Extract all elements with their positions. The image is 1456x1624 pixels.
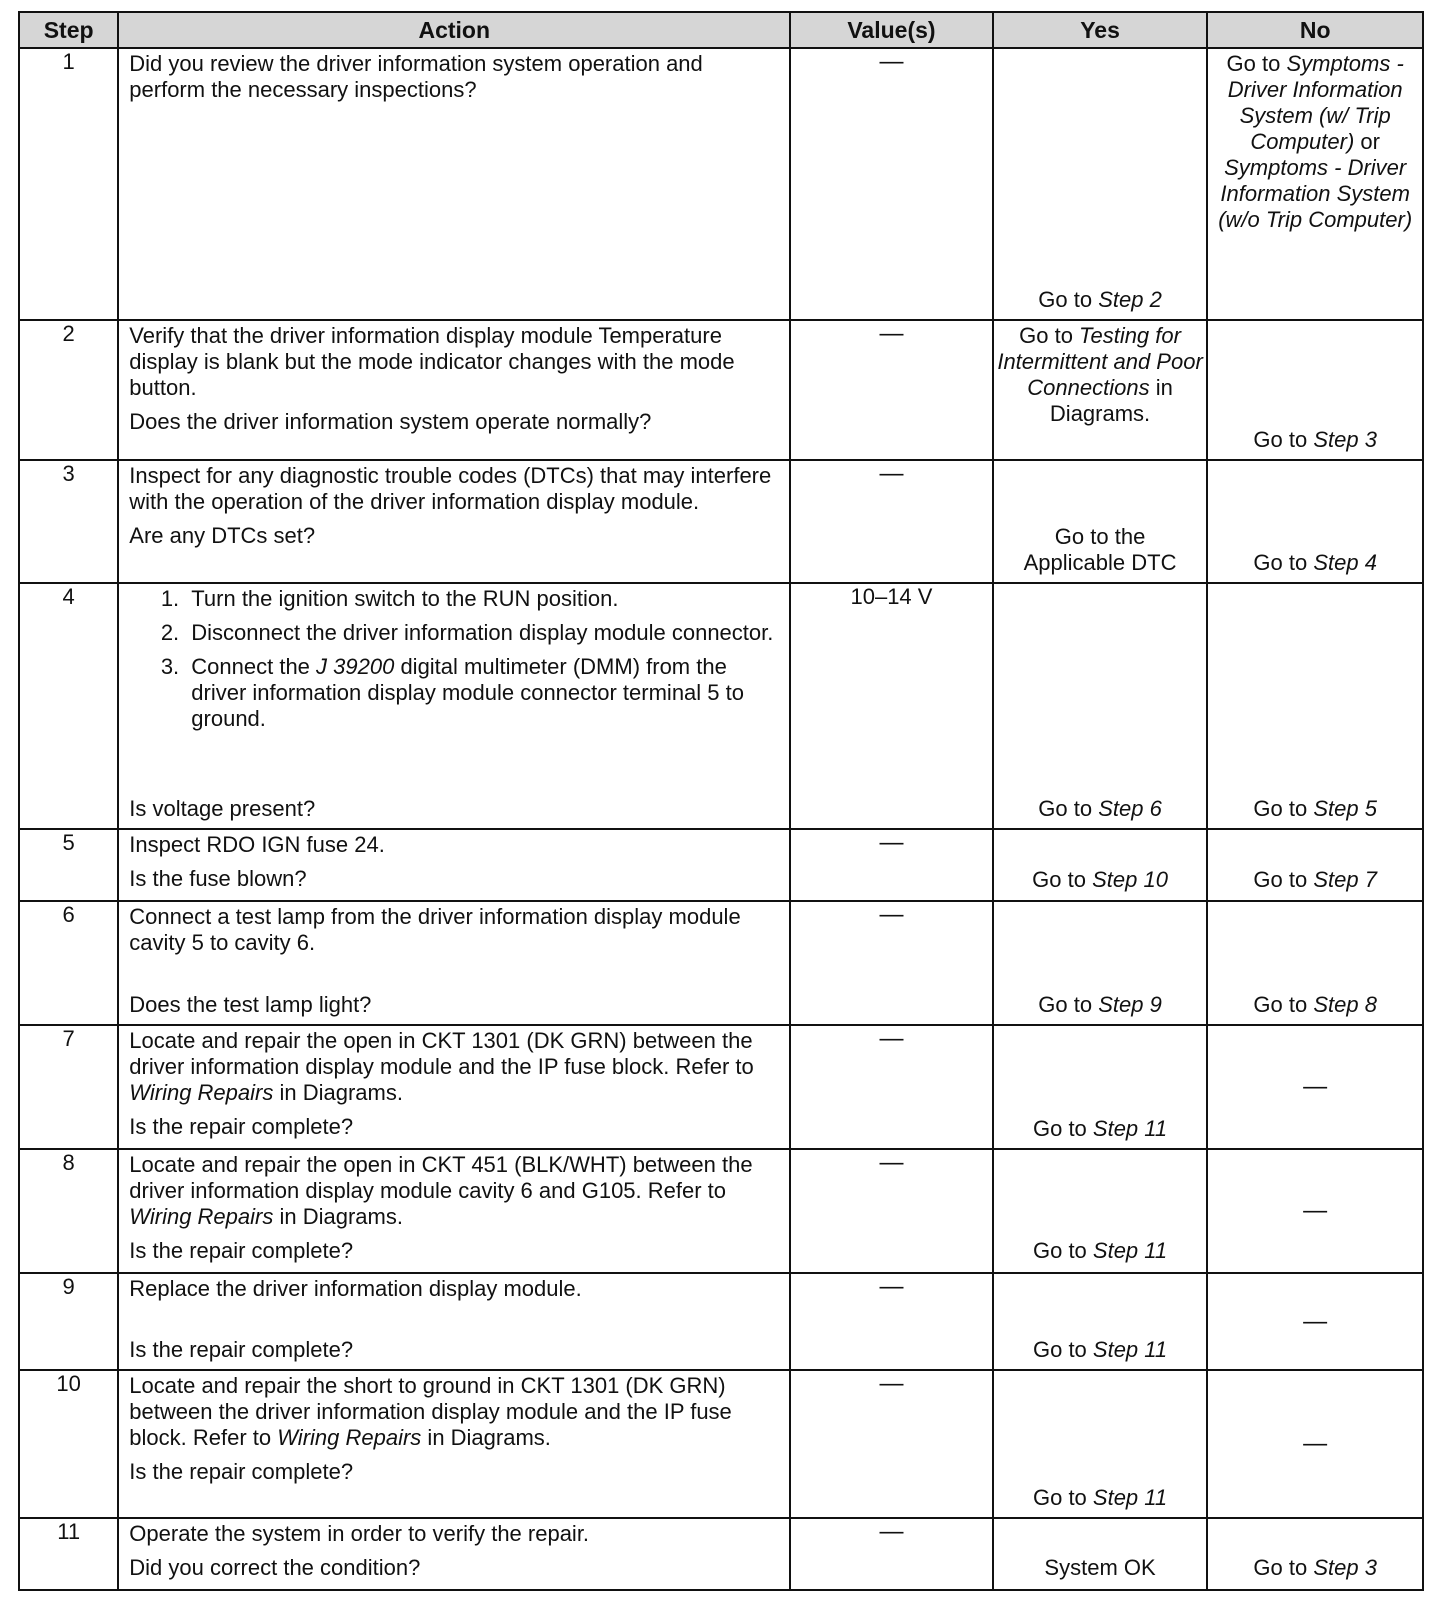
yes-prefix: Go to [1032,1485,1093,1510]
no-link[interactable]: Step 3 [1313,427,1377,452]
no-link[interactable]: Step 3 [1313,1555,1377,1580]
step-number: 6 [19,901,118,1025]
no-cell [1207,583,1423,829]
action-text: Did you review the driver information system operation and perform the necessary inspections? [129,51,703,102]
action-text-part: Locate and repair the short to ground in CKT 1301 (DK GRN) between the driver information display module and the IP fuse block. Refer to [129,1373,732,1450]
step-number: 10 [19,1370,118,1518]
action-question: Is the repair complete? [129,1238,354,1263]
action-list [129,586,779,732]
yes-suffix: in Diagrams. [1049,375,1173,426]
yes-cell [993,1149,1208,1273]
action-text [129,1028,779,1106]
table-row [19,1025,1423,1149]
action-cell [118,460,790,583]
value-cell: 10–14 V [790,583,993,829]
value-cell: — [790,48,993,320]
value-cell: — [790,320,993,460]
action-question: Is the repair complete? [129,1459,354,1484]
action-question: Are any DTCs set? [129,523,316,548]
yes-cell [993,1273,1208,1370]
action-text: Inspect RDO IGN fuse 24. [129,832,385,857]
action-question: Does the test lamp light? [129,992,372,1017]
reference-link[interactable]: Wiring Repairs [277,1425,422,1450]
yes-prefix: Go to [1032,1337,1093,1362]
reference-link[interactable]: Wiring Repairs [129,1080,274,1105]
action-cell [118,583,790,829]
step-number: 5 [19,829,118,901]
action-cell [118,1025,790,1149]
no-link[interactable]: Step 7 [1313,867,1377,892]
list-text: Connect the [191,654,317,679]
action-text: Inspect for any diagnostic trouble codes (DTCs) that may interfere with the operation of the driver information display module. [129,463,772,514]
no-prefix: Go to [1253,427,1314,452]
action-question: Is the fuse blown? [129,866,307,891]
yes-cell [993,583,1208,829]
action-text-part: Locate and repair the open in CKT 451 (BLK/WHT) between the driver information display module cavity 6 and G105. Refer to [129,1152,753,1203]
value-cell: — [790,1273,993,1370]
yes-link[interactable]: Step 11 [1092,1485,1168,1510]
yes-cell [993,460,1208,583]
yes-prefix: Go to [1032,1116,1093,1141]
table-row [19,320,1423,460]
no-mid: or [1354,129,1380,154]
action-question: Does the driver information system operate normally? [129,409,652,434]
table-row [19,1149,1423,1273]
yes-cell [993,901,1208,1025]
action-list-item: 1. Turn the ignition switch to the RUN position. [185,586,779,612]
yes-text[interactable]: Go to the Applicable DTC [1023,524,1177,575]
step-number: 8 [19,1149,118,1273]
yes-cell [993,1518,1208,1590]
header-value: Value(s) [790,12,993,48]
action-text: Replace the driver information display module. [129,1276,582,1301]
value-cell: — [790,460,993,583]
no-prefix: Go to [1253,1555,1314,1580]
header-step: Step [19,12,118,48]
action-text [129,1152,779,1230]
no-link[interactable]: Step 5 [1313,796,1377,821]
no-cell [1207,1518,1423,1590]
tool-reference: J 39200 [316,654,395,679]
yes-prefix: Go to [1038,796,1099,821]
step-number: 3 [19,460,118,583]
action-cell [118,320,790,460]
yes-cell [993,1025,1208,1149]
step-number: 2 [19,320,118,460]
yes-cell [993,829,1208,901]
no-link-2[interactable]: Symptoms - Driver Information System (w/o Trip Computer) [1218,155,1413,232]
no-cell [1207,48,1423,320]
action-list-item: 2. Disconnect the driver information display module connector. [185,620,779,646]
no-cell [1207,829,1423,901]
value-cell: — [790,1149,993,1273]
header-action: Action [118,12,790,48]
yes-cell [993,48,1208,320]
no-cell: — [1207,1273,1423,1370]
yes-link[interactable]: Testing for Intermittent and Poor Connections [997,323,1203,400]
action-cell [118,1273,790,1370]
action-cell [118,1149,790,1273]
action-text-part: Locate and repair the open in CKT 1301 (DK GRN) between the driver information display module and the IP fuse block. Refer to [129,1028,754,1079]
action-text-part: in Diagrams. [421,1425,551,1450]
table-row [19,1518,1423,1590]
table-row [19,1273,1423,1370]
yes-link[interactable]: Step 11 [1092,1116,1168,1141]
step-number: 7 [19,1025,118,1149]
action-text-part: in Diagrams. [273,1080,403,1105]
no-prefix: Go to [1253,867,1314,892]
no-link[interactable]: Symptoms - Driver Information System (w/ Trip Computer) [1227,51,1404,154]
table-row [19,460,1423,583]
no-cell: — [1207,1149,1423,1273]
no-prefix: Go to [1253,550,1314,575]
action-cell [118,901,790,1025]
value-cell: — [790,1518,993,1590]
yes-text[interactable]: System OK [1044,1555,1156,1580]
header-no: No [1207,12,1423,48]
action-cell [118,829,790,901]
no-link[interactable]: Step 8 [1313,992,1377,1017]
action-text [129,1373,779,1451]
no-prefix: Go to [1253,796,1314,821]
action-text: Operate the system in order to verify the repair. [129,1521,590,1546]
yes-link[interactable]: Step 11 [1092,1337,1168,1362]
table-row [19,48,1423,320]
action-text: Connect a test lamp from the driver information display module cavity 5 to cavity 6. [129,904,741,955]
table-row [19,901,1423,1025]
yes-link[interactable]: Step 9 [1098,992,1162,1017]
action-text: Verify that the driver information display module Temperature display is blank but the mode indicator changes with the mode button. [129,323,735,400]
step-number: 4 [19,583,118,829]
header-yes: Yes [993,12,1208,48]
action-cell [118,1370,790,1518]
no-prefix: Go to [1226,51,1287,76]
value-cell: — [790,1025,993,1149]
yes-link[interactable]: Step 11 [1092,1238,1168,1263]
yes-cell [993,320,1208,460]
value-cell: — [790,1370,993,1518]
yes-prefix: Go to [1032,1238,1093,1263]
step-number: 1 [19,48,118,320]
action-question: Is the repair complete? [129,1114,354,1139]
yes-link[interactable]: Step 6 [1098,796,1162,821]
action-cell [118,1518,790,1590]
value-cell: — [790,901,993,1025]
no-cell [1207,460,1423,583]
step-number: 11 [19,1518,118,1590]
no-cell: — [1207,1025,1423,1149]
diagnostic-table [18,11,1424,1591]
yes-link[interactable]: Step 10 [1092,867,1168,892]
value-cell: — [790,829,993,901]
yes-link[interactable]: Step 2 [1098,287,1162,312]
header-row [19,12,1423,48]
yes-cell [993,1370,1208,1518]
list-text: digital multimeter (DMM) from the driver information display module connector terminal 5 to ground. [191,654,744,731]
no-cell [1207,901,1423,1025]
no-link[interactable]: Step 4 [1313,550,1377,575]
action-list-item [185,654,779,732]
action-question: Is voltage present? [129,796,316,821]
action-question: Is the repair complete? [129,1337,354,1362]
table-row [19,583,1423,829]
no-cell: — [1207,1370,1423,1518]
yes-prefix: Go to [1019,323,1080,348]
table-row [19,1370,1423,1518]
action-cell [118,48,790,320]
reference-link[interactable]: Wiring Repairs [129,1204,274,1229]
no-cell [1207,320,1423,460]
no-prefix: Go to [1253,992,1314,1017]
yes-prefix: Go to [1038,287,1099,312]
yes-prefix: Go to [1032,867,1093,892]
table-row [19,829,1423,901]
action-question: Did you correct the condition? [129,1555,421,1580]
action-text-part: in Diagrams. [273,1204,403,1229]
step-number: 9 [19,1273,118,1370]
yes-prefix: Go to [1038,992,1099,1017]
